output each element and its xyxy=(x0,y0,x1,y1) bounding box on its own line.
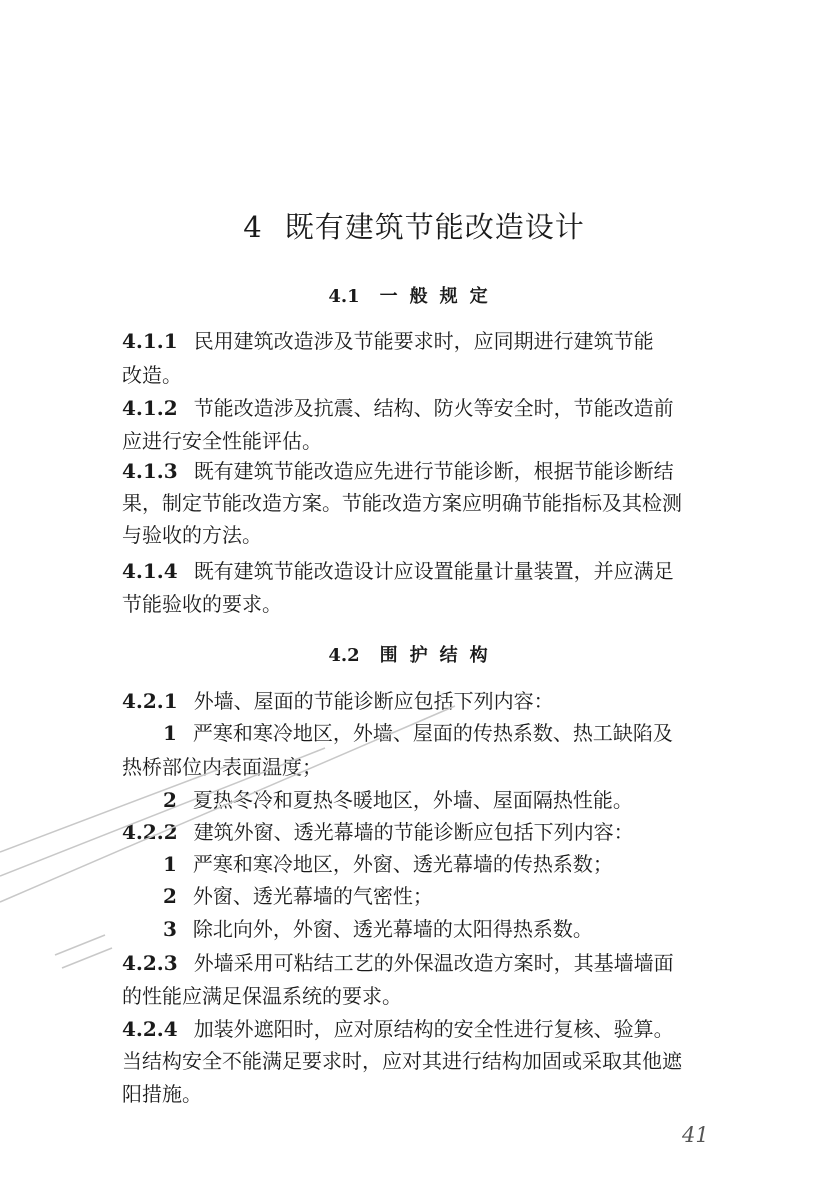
clause-4-1-3 xyxy=(122,456,674,486)
item-text-continued: 热桥部位内表面温度； xyxy=(122,755,322,779)
section-number: 4.2 xyxy=(328,645,360,666)
clause-text: 外墙、屋面的节能诊断应包括下列内容： xyxy=(193,689,554,713)
list-item xyxy=(163,718,673,748)
chapter-title: 既有建筑节能改造设计 xyxy=(284,210,585,244)
chapter-heading xyxy=(0,205,828,246)
item-text: 夏热冬冷和夏热冬暖地区，外墙、屋面隔热性能。 xyxy=(192,788,633,812)
list-item xyxy=(163,785,633,815)
section-heading-4-1 xyxy=(0,282,828,308)
item-number: 2 xyxy=(163,884,177,908)
section-heading-4-2 xyxy=(0,641,828,667)
item-text: 除北向外，外窗、透光幕墙的太阳得热系数。 xyxy=(192,917,593,941)
clause-text-continued: 改造。 xyxy=(122,363,182,387)
clause-text-continued: 节能验收的要求。 xyxy=(122,592,282,616)
clause-text-continued: 的性能应满足保温系统的要求。 xyxy=(122,984,402,1008)
clause-text-continued: 阳措施。 xyxy=(122,1082,202,1106)
chapter-number: 4 xyxy=(243,210,263,244)
clause-text: 既有建筑节能改造设计应设置能量计量装置，并应满足 xyxy=(193,559,674,583)
clause-number: 4.1.4 xyxy=(122,559,178,583)
clause-number: 4.1.1 xyxy=(122,329,178,353)
item-number: 1 xyxy=(163,852,177,876)
item-text: 外窗、透光幕墙的气密性； xyxy=(192,884,433,908)
clause-4-1-4 xyxy=(122,556,674,586)
item-number: 1 xyxy=(163,721,177,745)
clause-text-continued: 果，制定节能改造方案。节能改造方案应明确节能指标及其检测 xyxy=(122,491,682,515)
clause-4-2-2 xyxy=(122,817,634,847)
clause-number: 4.2.1 xyxy=(122,689,178,713)
clause-number: 4.1.3 xyxy=(122,459,178,483)
clause-number: 4.2.3 xyxy=(122,951,178,975)
clause-text-continued: 与验收的方法。 xyxy=(122,523,262,547)
clause-text-continued: 应进行安全性能评估。 xyxy=(122,429,322,453)
item-number: 2 xyxy=(163,788,177,812)
section-number: 4.1 xyxy=(328,286,360,307)
clause-4-2-3 xyxy=(122,948,674,978)
clause-text: 外墙采用可粘结工艺的外保温改造方案时，其基墙墙面 xyxy=(193,951,674,975)
page-number: 41 xyxy=(682,1123,709,1147)
item-number: 3 xyxy=(163,917,177,941)
clause-text: 加装外遮阳时，应对原结构的安全性进行复核、验算。 xyxy=(193,1017,674,1041)
clause-text: 既有建筑节能改造应先进行节能诊断，根据节能诊断结 xyxy=(193,459,674,483)
clause-text-continued: 当结构安全不能满足要求时，应对其进行结构加固或采取其他遮 xyxy=(122,1049,682,1073)
clause-text: 节能改造涉及抗震、结构、防火等安全时，节能改造前 xyxy=(193,396,674,420)
clause-text: 民用建筑改造涉及节能要求时，应同期进行建筑节能 xyxy=(193,329,654,353)
clause-4-1-2 xyxy=(122,393,674,423)
clause-4-1-1 xyxy=(122,326,654,356)
clause-number: 4.1.2 xyxy=(122,396,178,420)
clause-4-2-4 xyxy=(122,1014,674,1044)
watermark-line xyxy=(62,948,112,968)
section-title: 一般规定 xyxy=(379,286,500,307)
clause-number: 4.2.4 xyxy=(122,1017,178,1041)
item-text: 严寒和寒冷地区，外窗、透光幕墙的传热系数； xyxy=(192,852,613,876)
item-text: 严寒和寒冷地区，外墙、屋面的传热系数、热工缺陷及 xyxy=(192,721,673,745)
clause-4-2-1 xyxy=(122,686,554,716)
section-title: 围护结构 xyxy=(379,645,500,666)
list-item xyxy=(163,914,593,944)
list-item xyxy=(163,849,613,879)
clause-number: 4.2.2 xyxy=(122,820,178,844)
watermark-line xyxy=(55,935,105,955)
clause-text: 建筑外窗、透光幕墙的节能诊断应包括下列内容： xyxy=(193,820,634,844)
list-item xyxy=(163,881,433,911)
